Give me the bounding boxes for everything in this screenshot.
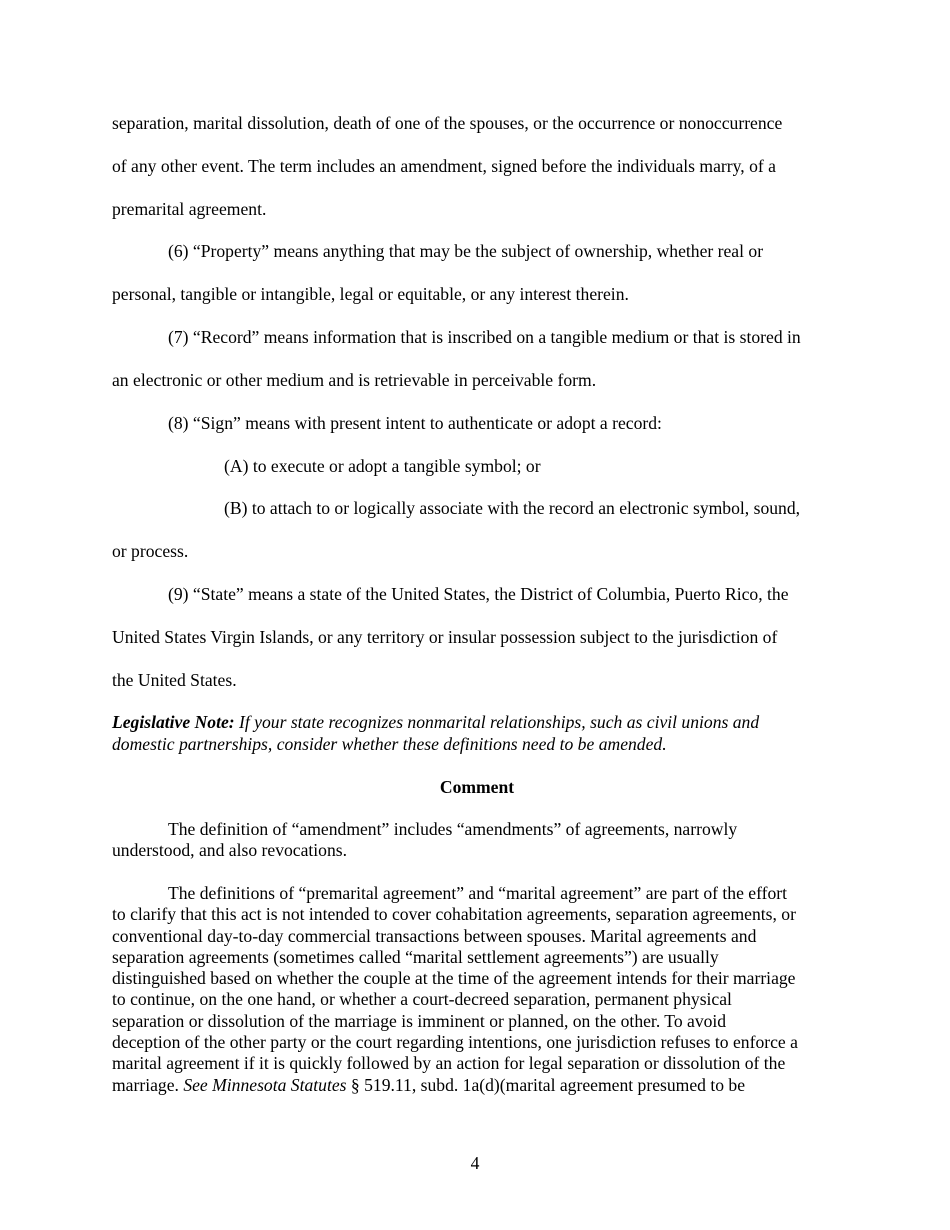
comment-line: marital agreement if it is quickly followed by an action for legal separation or dissolution of the bbox=[112, 1053, 786, 1074]
legislative-note-text: If your state recognizes nonmarital relationships, such as civil unions and bbox=[234, 712, 760, 732]
body-line: the United States. bbox=[112, 670, 237, 690]
comment-line: distinguished based on whether the couple at the time of the agreement intends for their marriage bbox=[112, 968, 796, 989]
body-line: separation, marital dissolution, death of one of the spouses, or the occurrence or nonoccurrence bbox=[112, 113, 783, 133]
body-line: personal, tangible or intangible, legal or equitable, or any interest therein. bbox=[112, 284, 629, 304]
comment-line: separation agreements (sometimes called “marital settlement agreements”) are usually bbox=[112, 946, 719, 967]
comment-paragraph bbox=[112, 883, 842, 1096]
comment-text: marriage. bbox=[112, 1074, 184, 1095]
statute-citation: See Minnesota Statutes bbox=[183, 1074, 347, 1095]
comment-line-last bbox=[112, 1075, 842, 1096]
sign-subitem-b: (B) to attach to or logically associate with the record an electronic symbol, sound, bbox=[224, 498, 801, 518]
body-line: an electronic or other medium and is retrievable in perceivable form. bbox=[112, 370, 597, 390]
legislative-note-label: Legislative Note: bbox=[112, 712, 235, 732]
definition-state: (9) “State” means a state of the United States, the District of Columbia, Puerto Rico, the bbox=[168, 584, 789, 604]
definition-record: (7) “Record” means information that is inscribed on a tangible medium or that is stored in bbox=[168, 327, 801, 347]
comment-text: § 519.11, subd. 1a(d)(marital agreement presumed to be bbox=[346, 1074, 746, 1095]
comment-heading: Comment bbox=[439, 777, 515, 797]
comment-line: to continue, on the one hand, or whether a court-decreed separation, permanent physical bbox=[112, 989, 732, 1010]
comment-line: to clarify that this act is not intended to cover cohabitation agreements, separation agreements, or bbox=[112, 904, 796, 925]
body-line: United States Virgin Islands, or any territory or insular possession subject to the jurisdiction of bbox=[112, 627, 778, 647]
body-line: or process. bbox=[112, 541, 189, 561]
body-line: premarital agreement. bbox=[112, 199, 267, 219]
body-line: of any other event. The term includes an amendment, signed before the individuals marry, of a bbox=[112, 156, 776, 176]
legislative-note-text: domestic partnerships, consider whether these definitions need to be amended. bbox=[112, 734, 667, 754]
page-number: 4 bbox=[470, 1153, 480, 1173]
comment-line: separation or dissolution of the marriage is imminent or planned, on the other. To avoid bbox=[112, 1010, 727, 1031]
comment-line: The definitions of “premarital agreement” and “marital agreement” are part of the effort bbox=[168, 883, 788, 903]
comment-line: understood, and also revocations. bbox=[112, 840, 348, 861]
definition-sign: (8) “Sign” means with present intent to authenticate or adopt a record: bbox=[168, 413, 662, 433]
sign-subitem-a: (A) to execute or adopt a tangible symbol; or bbox=[224, 456, 541, 476]
comment-line: deception of the other party or the court regarding intentions, one jurisdiction refuses to enforce a bbox=[112, 1032, 798, 1053]
legislative-note bbox=[112, 711, 842, 755]
comment-paragraph bbox=[112, 819, 842, 862]
definition-property: (6) “Property” means anything that may be the subject of ownership, whether real or bbox=[168, 241, 764, 261]
comment-line: The definition of “amendment” includes “amendments” of agreements, narrowly bbox=[168, 819, 738, 839]
comment-line: conventional day-to-day commercial transactions between spouses. Marital agreements and bbox=[112, 925, 757, 946]
